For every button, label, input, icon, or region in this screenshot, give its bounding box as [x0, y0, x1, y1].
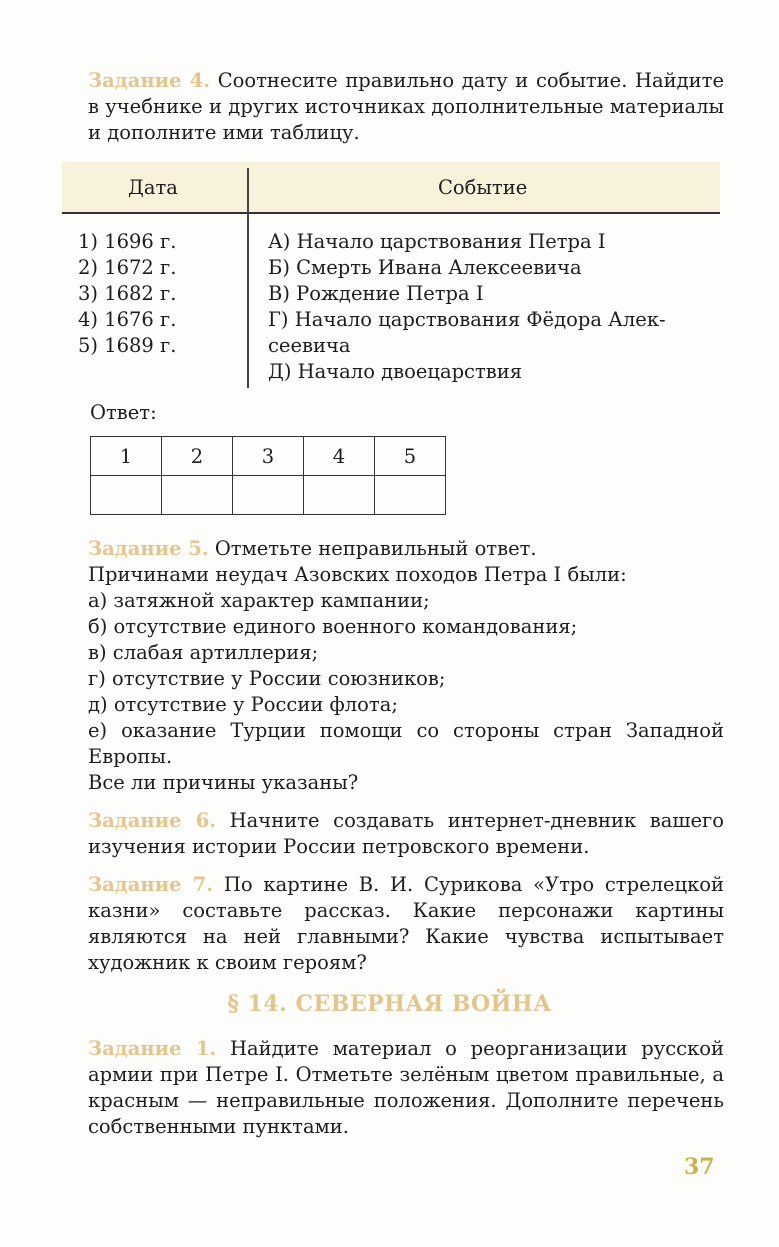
option-item: г) отсутствие у России союзников; [88, 667, 446, 690]
task6-paragraph [88, 808, 724, 860]
event-item: Д) Начало двоецарствия [268, 360, 523, 383]
section-task1-paragraph [88, 1036, 724, 1140]
event-item: Г) Начало царствования Фёдора Алек- [268, 308, 666, 331]
answer-number: 5 [375, 437, 446, 476]
event-item: сеевича [268, 334, 351, 357]
task7-label: Задание 7. [88, 873, 214, 896]
answer-label: Ответ: [90, 401, 157, 424]
task7-text: По картине В. И. Сурикова «Утро стрелецкой казни» составьте рассказ. Какие персонажи картины являются на ней главными? Какие чувства испытывает художник к своим героям? [88, 873, 725, 974]
date-list [78, 229, 176, 359]
option-item: в) слабая артиллерия; [88, 641, 319, 664]
event-list [268, 229, 708, 385]
option-item: а) затяжной характер кампании; [88, 589, 430, 612]
section-title: § 14. СЕВЕРНАЯ ВОЙНА [227, 991, 552, 1017]
table-header-rule [62, 212, 720, 214]
answer-number: 3 [233, 437, 304, 476]
option-item: е) оказание Турции помощи со стороны стран Западной Европы. [88, 719, 724, 768]
column-header-event: Событие [438, 176, 528, 199]
column-header-date: Дата [128, 176, 178, 199]
answer-cell[interactable] [162, 476, 233, 515]
date-item: 5) 1689 г. [78, 334, 177, 357]
answer-number: 2 [162, 437, 233, 476]
page-number: 37 [684, 1154, 715, 1180]
answer-grid [90, 436, 446, 515]
task6-text: Начните создавать интернет-дневник вашего изучения истории России петровского времени. [88, 809, 724, 858]
date-item: 4) 1676 г. [78, 308, 177, 331]
task5-label: Задание 5. [88, 537, 209, 560]
date-item: 1) 1696 г. [78, 230, 177, 253]
event-item: В) Рождение Петра I [268, 282, 484, 305]
section-task1-label: Задание 1. [88, 1037, 217, 1060]
answer-number: 4 [304, 437, 375, 476]
date-item: 3) 1682 г. [78, 282, 177, 305]
section-task1-text: Найдите материал о реорганизации русской армии при Петре I. Отметьте зелёным цветом правильные, а красным — неправильные положения. Дополните перечень собственными пунктами. [88, 1037, 724, 1138]
answer-cell[interactable] [91, 476, 162, 515]
answer-number: 1 [91, 437, 162, 476]
task6-label: Задание 6. [88, 809, 217, 832]
task7-paragraph [88, 872, 724, 976]
table-column-divider [247, 168, 249, 388]
option-item: д) отсутствие у России флота; [88, 693, 398, 716]
task4-label: Задание 4. [88, 69, 211, 92]
event-item: А) Начало царствования Петра I [268, 230, 606, 253]
event-item: Б) Смерть Ивана Алексеевича [268, 256, 582, 279]
task4-paragraph [88, 68, 724, 146]
answer-cell[interactable] [375, 476, 446, 515]
task4-text: Соотнесите правильно дату и событие. Найдите в учебнике и других источниках дополнительные материалы и дополните ими таблицу. [88, 69, 724, 144]
task5-followup: Все ли причины указаны? [88, 771, 359, 794]
task5-text: Отметьте неправильный ответ. [208, 537, 537, 560]
option-item: б) отсутствие единого военного командования; [88, 615, 578, 638]
task5-question: Причинами неудач Азовских походов Петра I были: [88, 563, 627, 586]
date-item: 2) 1672 г. [78, 256, 177, 279]
answer-cell[interactable] [233, 476, 304, 515]
answer-cell[interactable] [304, 476, 375, 515]
task5-heading [88, 536, 724, 562]
